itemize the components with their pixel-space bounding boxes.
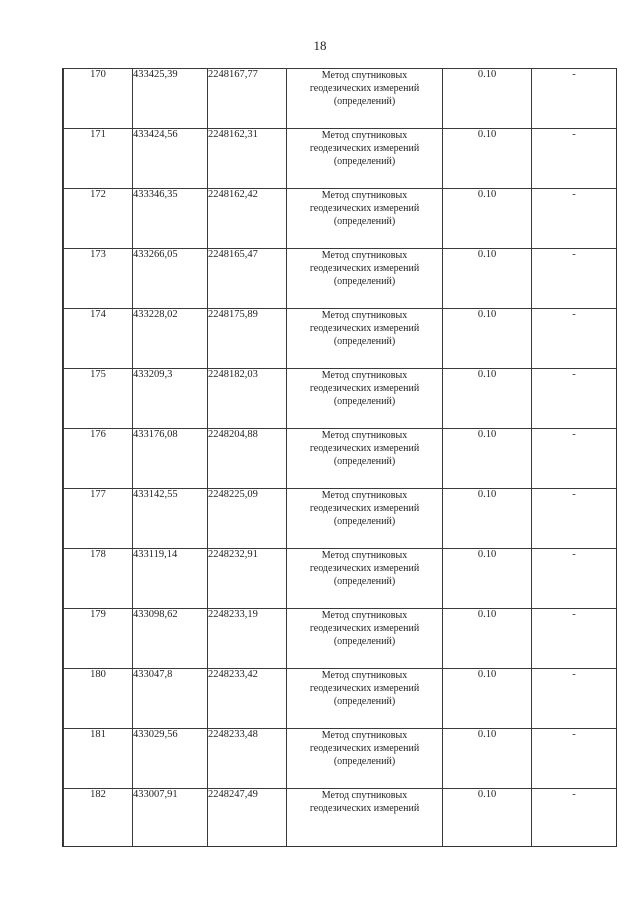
point-number-cell: 173 [64,249,133,309]
coordinate-y-cell: 2248232,91 [208,549,287,609]
method-line: Метод спутниковых [321,430,408,441]
method-line: Метод спутниковых [321,250,408,261]
coordinate-y-cell: 2248225,09 [208,489,287,549]
table-row [64,309,617,369]
note-cell: - [532,249,617,309]
method-line: Метод спутниковых [321,130,408,141]
coordinate-y-cell: 2248165,47 [208,249,287,309]
method-line: Метод спутниковых [321,190,408,201]
coordinate-x-cell: 433346,35 [133,189,208,249]
method-cell [287,609,443,669]
method-cell [287,669,443,729]
accuracy-cell: 0.10 [443,69,532,129]
method-line: геодезических измерений [309,683,420,694]
table-row [64,789,617,848]
method-cell [287,789,443,848]
page-number: 18 [313,38,327,53]
method-line: Метод спутниковых [321,670,408,681]
method-line: Метод спутниковых [321,730,408,741]
method-line: геодезических измерений [309,503,420,514]
method-line: геодезических измерений [309,623,420,634]
accuracy-cell: 0.10 [443,549,532,609]
point-number-cell: 178 [64,549,133,609]
accuracy-cell: 0.10 [443,609,532,669]
method-cell [287,129,443,189]
method-line: геодезических измерений [309,803,420,814]
coordinate-x-cell: 433007,91 [133,789,208,848]
accuracy-cell: 0.10 [443,129,532,189]
coordinates-table-frame [62,68,617,847]
note-cell: - [532,309,617,369]
method-line: (определений) [333,396,396,407]
table-row [64,69,617,129]
method-line: Метод спутниковых [321,370,408,381]
coordinate-x-cell: 433176,08 [133,429,208,489]
coordinate-y-cell: 2248167,77 [208,69,287,129]
coordinate-x-cell: 433142,55 [133,489,208,549]
method-line: (определений) [333,456,396,467]
table-row [64,429,617,489]
method-line: Метод спутниковых [321,490,408,501]
method-line: геодезических измерений [309,743,420,754]
note-cell: - [532,549,617,609]
method-line: (определений) [333,756,396,767]
point-number-cell: 174 [64,309,133,369]
coordinate-y-cell: 2248162,31 [208,129,287,189]
note-cell: - [532,69,617,129]
method-line: Метод спутниковых [321,70,408,81]
method-line: Метод спутниковых [321,310,408,321]
method-line: геодезических измерений [309,323,420,334]
coordinate-x-cell: 433119,14 [133,549,208,609]
point-number-cell: 182 [64,789,133,848]
method-line: (определений) [333,636,396,647]
coordinate-x-cell: 433228,02 [133,309,208,369]
coordinate-x-cell: 433098,62 [133,609,208,669]
method-line: (определений) [333,696,396,707]
method-cell [287,309,443,369]
coordinate-x-cell: 433047,8 [133,669,208,729]
coordinate-y-cell: 2248182,03 [208,369,287,429]
point-number-cell: 170 [64,69,133,129]
point-number-cell: 171 [64,129,133,189]
note-cell: - [532,729,617,789]
method-line: Метод спутниковых [321,790,408,801]
method-cell [287,69,443,129]
accuracy-cell: 0.10 [443,789,532,848]
method-cell [287,489,443,549]
method-line: геодезических измерений [309,383,420,394]
method-line: геодезических измерений [309,563,420,574]
method-line: (определений) [333,516,396,527]
coordinate-x-cell: 433266,05 [133,249,208,309]
accuracy-cell: 0.10 [443,429,532,489]
table-row [64,489,617,549]
method-line: геодезических измерений [309,443,420,454]
method-line: (определений) [333,576,396,587]
coordinate-y-cell: 2248233,42 [208,669,287,729]
note-cell: - [532,789,617,848]
method-line: геодезических измерений [309,263,420,274]
accuracy-cell: 0.10 [443,729,532,789]
coordinate-x-cell: 433209,3 [133,369,208,429]
point-number-cell: 172 [64,189,133,249]
coordinate-y-cell: 2248247,49 [208,789,287,848]
table-row [64,129,617,189]
note-cell: - [532,489,617,549]
note-cell: - [532,129,617,189]
method-line: (определений) [333,336,396,347]
table-row [64,369,617,429]
method-line: геодезических измерений [309,203,420,214]
accuracy-cell: 0.10 [443,669,532,729]
point-number-cell: 181 [64,729,133,789]
method-line: геодезических измерений [309,143,420,154]
coordinate-y-cell: 2248233,19 [208,609,287,669]
method-line: (определений) [333,216,396,227]
table-row [64,729,617,789]
method-cell [287,189,443,249]
accuracy-cell: 0.10 [443,309,532,369]
point-number-cell: 180 [64,669,133,729]
method-line: (определений) [333,156,396,167]
method-cell [287,729,443,789]
table-row [64,669,617,729]
point-number-cell: 177 [64,489,133,549]
table-row [64,609,617,669]
method-cell [287,549,443,609]
table-body [64,69,617,848]
accuracy-cell: 0.10 [443,489,532,549]
note-cell: - [532,609,617,669]
point-number-cell: 175 [64,369,133,429]
method-cell [287,369,443,429]
coordinate-y-cell: 2248162,42 [208,189,287,249]
accuracy-cell: 0.10 [443,189,532,249]
coordinates-table [63,68,617,847]
method-cell [287,249,443,309]
method-cell [287,429,443,489]
note-cell: - [532,369,617,429]
note-cell: - [532,669,617,729]
note-cell: - [532,429,617,489]
table-row [64,249,617,309]
method-line: (определений) [333,96,396,107]
coordinate-y-cell: 2248204,88 [208,429,287,489]
accuracy-cell: 0.10 [443,369,532,429]
method-line: геодезических измерений [309,83,420,94]
method-line: (определений) [333,276,396,287]
method-line: Метод спутниковых [321,610,408,621]
point-number-cell: 179 [64,609,133,669]
coordinate-y-cell: 2248175,89 [208,309,287,369]
coordinate-y-cell: 2248233,48 [208,729,287,789]
accuracy-cell: 0.10 [443,249,532,309]
note-cell: - [532,189,617,249]
point-number-cell: 176 [64,429,133,489]
table-row [64,189,617,249]
coordinate-x-cell: 433029,56 [133,729,208,789]
method-line: Метод спутниковых [321,550,408,561]
table-row [64,549,617,609]
coordinate-x-cell: 433425,39 [133,69,208,129]
coordinate-x-cell: 433424,56 [133,129,208,189]
